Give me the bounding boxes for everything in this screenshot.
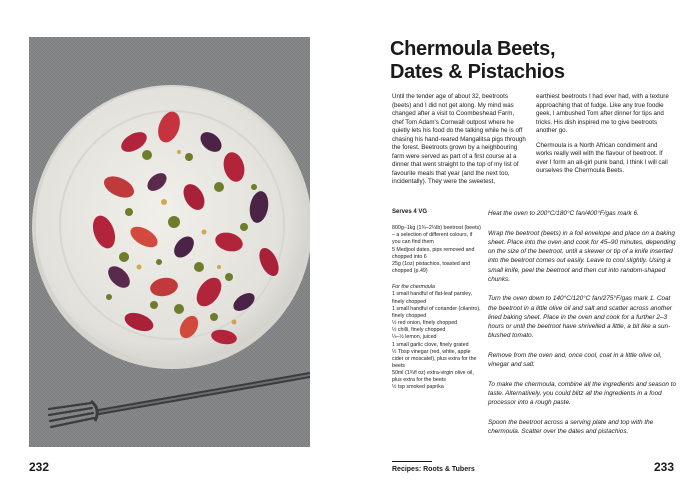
method-step: To make the chermoula, combine all the ingredients and season to taste. Alternatively, you could blitz all the ingredients in a food processor into a rough paste. [488,380,677,407]
intro-column-1 [392,93,527,193]
method-step: Turn the oven down to 140°C/120°C fan/275°F/gas mark 1. Coat the beetroot in a little olive oil and salt and scatter across another lined baking sheet. Place in the oven and cook for a further 2–3 hours or until the beetroot have shrivelled a little, a bit like a sun-blushed tomato. [488,295,673,340]
page-number-left: 232 [29,460,50,474]
footer-section-label: Recipes: Roots & Tubers [392,466,475,473]
recipe-title [390,38,670,84]
chermoula-item: 1 small handful of coriander (cilantro), finely chopped [392,305,481,319]
ingredient-item: 5 Medjool dates, pips removed and chopped into 6 [392,246,475,260]
chermoula-item: ½ chilli, finely chopped [392,327,446,334]
method-step: Wrap the beetroot (beets) in a foil envelope and place on a baking sheet. Place into the oven and cook for 45–90 minutes, depending on the size of the beetroot, until a skewer or tip of a knife inserted into the beetroot comes out easily. Leave to cool slightly. Using a small knife, peel the beetroot and then cut into random-shaped chunks. [488,229,676,283]
method-step: Heat the oven to 200°C/180°C fan/400°F/gas mark 6. [488,210,639,217]
serves-label: Serves 4 VG [392,209,428,215]
chermoula-item: ¼–½ lemon, juiced [392,334,437,341]
chermoula-item: 1 small garlic clove, finely grated [392,341,469,348]
chermoula-item: ½ tsp smoked paprika [392,384,444,391]
intro-paragraph-3: Chermoula is a North African condiment and works really well with the flavour of beetroot. If ever I form an all-girl punk band, I think I will call ourselves the Chermoula Beets. [536,141,668,175]
footer-rule [392,461,432,462]
chermoula-item: 1 small handful of flat-leaf parsley, finely chopped [392,291,472,305]
page-number-right: 233 [654,460,675,474]
method-step: Spoon the beetroot across a serving plate and top with the chermoula. Scatter over the dates and pistachios. [488,418,654,436]
recipe-title-line-1: Chermoula Beets, [390,38,556,60]
chermoula-item: 50ml (1¾fl oz) extra-virgin olive oil, plus extra for the beets [392,370,474,384]
recipe-title-line-2: Dates & Pistachios [390,61,565,83]
ingredients-list [392,209,482,392]
chermoula-item: ½ red onion, finely chopped [392,320,458,327]
ingredient-item: 25g (1oz) pistachios, toasted and chopped (p.49) [392,260,471,275]
intro-paragraph-1: Until the tender age of about 32, beetroots (beets) and I did not get along. My mind was changed after a visit to Coombeshead Farm, chef Tom Adam's Cornwall outpost where he quietly lets his food do the talking while he is off chasing his hand-reared Mangalitsa pigs through the forest. Beetroots grown by a neighbouring farm were served as part of a first course at a dinner that went straight to the top of my list of favourite meals that year (and the next too, incidentally). They were the sweetest, [392,93,526,186]
intro-paragraph-2: earthiest beetroots I had ever had, with a texture approaching that of fudge. Like any true foodie geek, I ambushed Tom after dinner for tips and tricks. His dish inspired me to give beetroots another go. [536,93,669,135]
chermoula-heading: For the chermoula [392,284,435,291]
ingredients-main [392,225,482,275]
intro-column-2 [536,93,671,182]
method-steps [488,209,678,447]
chermoula-ingredients [392,291,482,391]
food-photo [29,37,310,447]
ingredient-item: 800g–1kg (1¾–2¼lb) beetroot (beets) – a selection of different colours, if you can find them [392,225,481,246]
chermoula-item: ½ Tbsp vinegar (red, white, apple cider or moscatel), plus extra for the beets [392,348,477,369]
food-photo-plate [29,37,310,447]
method-step: Remove from the oven and, once cool, coat in a little olive oil, vinegar and salt. [488,351,662,369]
